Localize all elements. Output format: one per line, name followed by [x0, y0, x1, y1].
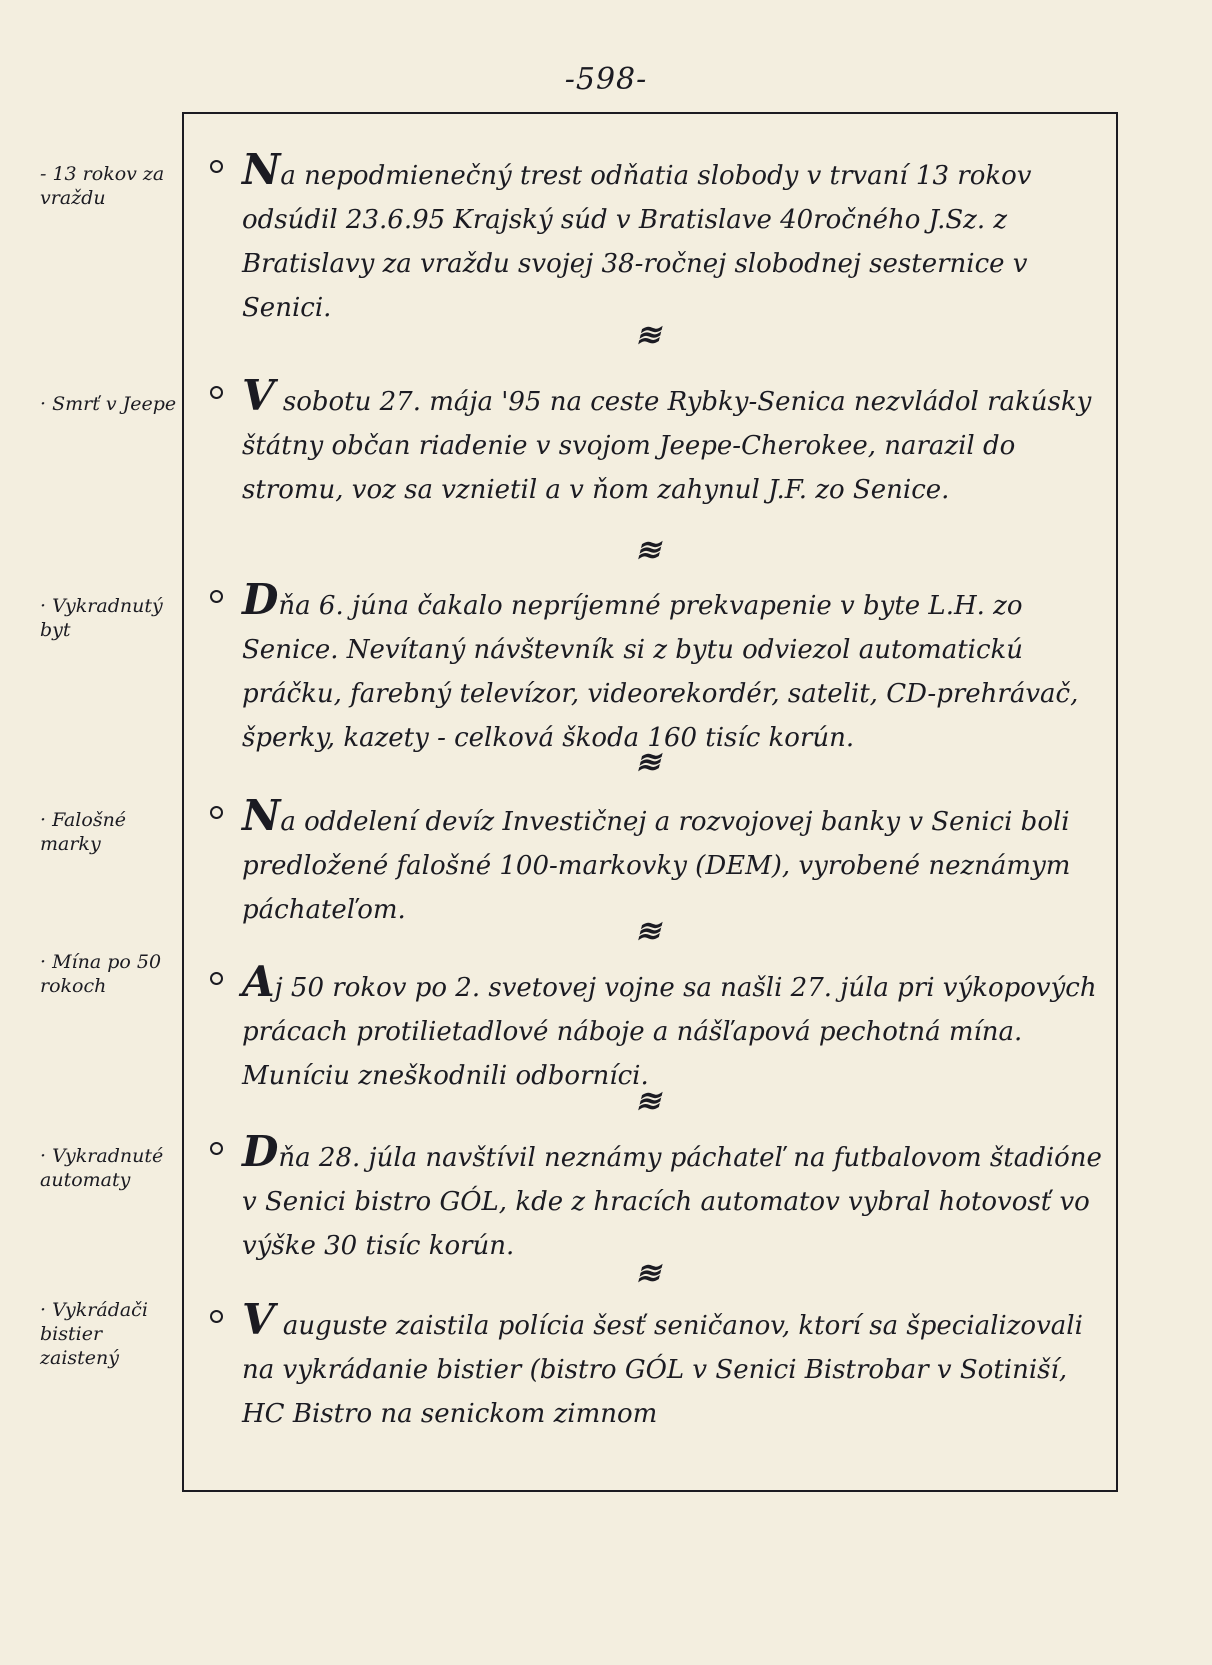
margin-note: · Vykradnuté automaty	[40, 1145, 164, 1191]
entry-body: auguste zaistila polícia šesť seničanov, ktorí sa špecializovali na vykrádanie bistier (bistro GÓL v Senici Bistrobar v Sotiniší, HC Bistro na senickom zimnom	[242, 1311, 1083, 1429]
bullet-icon	[210, 806, 223, 819]
margin-note: - 13 rokov za vraždu	[40, 163, 165, 209]
margin-note: · Smrť v Jeepe	[40, 393, 177, 415]
entry-body: a oddelení devíz Investičnej a rozvojovej banky v Senici boli predložené falošné 100-markovky (DEM), vyrobené neznámym páchateľom.	[242, 807, 1071, 925]
entry-body: ňa 6. júna čakalo nepríjemné prekvapenie v byte L.H. zo Senice. Nevítaný návštevník si z bytu odviezol automatickú práčku, farebný televízor, videorekordér, satelit, CD-prehrávač, šperky, kazety - celková škoda 160 tisíc korún.	[242, 591, 1079, 753]
entry-initial: A	[242, 957, 275, 1006]
bullet-icon	[210, 972, 223, 985]
entry	[200, 1295, 1105, 1436]
separator-mark: ≋	[635, 533, 661, 568]
margin-note: · Mína po 50 rokoch	[40, 951, 162, 997]
bullet-icon	[210, 1142, 223, 1155]
bullet-icon	[210, 160, 223, 173]
entry-text	[242, 1127, 1105, 1268]
entry-body: j 50 rokov po 2. svetovej vojne sa našli 27. júla pri výkopových prácach protilietadlové náboje a nášľapová pechotná mína. Muníciu zneškodnili odborníci.	[242, 973, 1097, 1091]
bullet-icon	[210, 1310, 223, 1323]
separator-mark: ≋	[635, 318, 661, 353]
separator-mark: ≋	[635, 914, 661, 949]
bullet-icon	[210, 386, 223, 399]
separator-mark: ≋	[635, 1256, 661, 1291]
entry-body: a nepodmienečný trest odňatia slobody v trvaní 13 rokov odsúdil 23.6.95 Krajský súd v Bratislave 40ročného J.Sz. z Bratislavy za vraždu svojej 38-ročnej slobodnej sesternice v Senici.	[242, 161, 1032, 323]
entry-text	[242, 957, 1105, 1098]
entry-initial: V	[242, 1295, 275, 1344]
margin-note: · Falošné marky	[40, 809, 127, 855]
separator-mark: ≋	[635, 745, 661, 780]
entry	[200, 957, 1105, 1098]
entry-initial: N	[242, 791, 281, 840]
entry-initial: V	[242, 371, 275, 420]
entry	[200, 1127, 1105, 1268]
margin-note: · Vykradnutý byt	[40, 595, 163, 641]
entry-text	[242, 145, 1105, 330]
entry	[200, 145, 1105, 330]
entry	[200, 575, 1105, 760]
entry	[200, 791, 1105, 932]
entry-text	[242, 371, 1105, 512]
entry-body: ňa 28. júla navštívil neznámy páchateľ na futbalovom štadióne v Senici bistro GÓL, kde z hracích automatov vybral hotovosť vo výške 30 tisíc korún.	[242, 1143, 1102, 1261]
entry-initial: D	[242, 1127, 279, 1176]
bullet-icon	[210, 590, 223, 603]
entry-text	[242, 1295, 1105, 1436]
page-number: -598-	[564, 62, 648, 97]
entry-initial: D	[242, 575, 279, 624]
margin-note: · Vykrádači bistier zaistený	[40, 1299, 148, 1369]
entry-text	[242, 791, 1105, 932]
entry-initial: N	[242, 145, 281, 194]
separator-mark: ≋	[635, 1084, 661, 1119]
entry	[200, 371, 1105, 512]
entry-body: sobotu 27. mája '95 na ceste Rybky-Senica nezvládol rakúsky štátny občan riadenie v svojom Jeepe-Cherokee, narazil do stromu, voz sa vznietil a v ňom zahynul J.F. zo Senice.	[242, 387, 1092, 505]
entry-text	[242, 575, 1105, 760]
